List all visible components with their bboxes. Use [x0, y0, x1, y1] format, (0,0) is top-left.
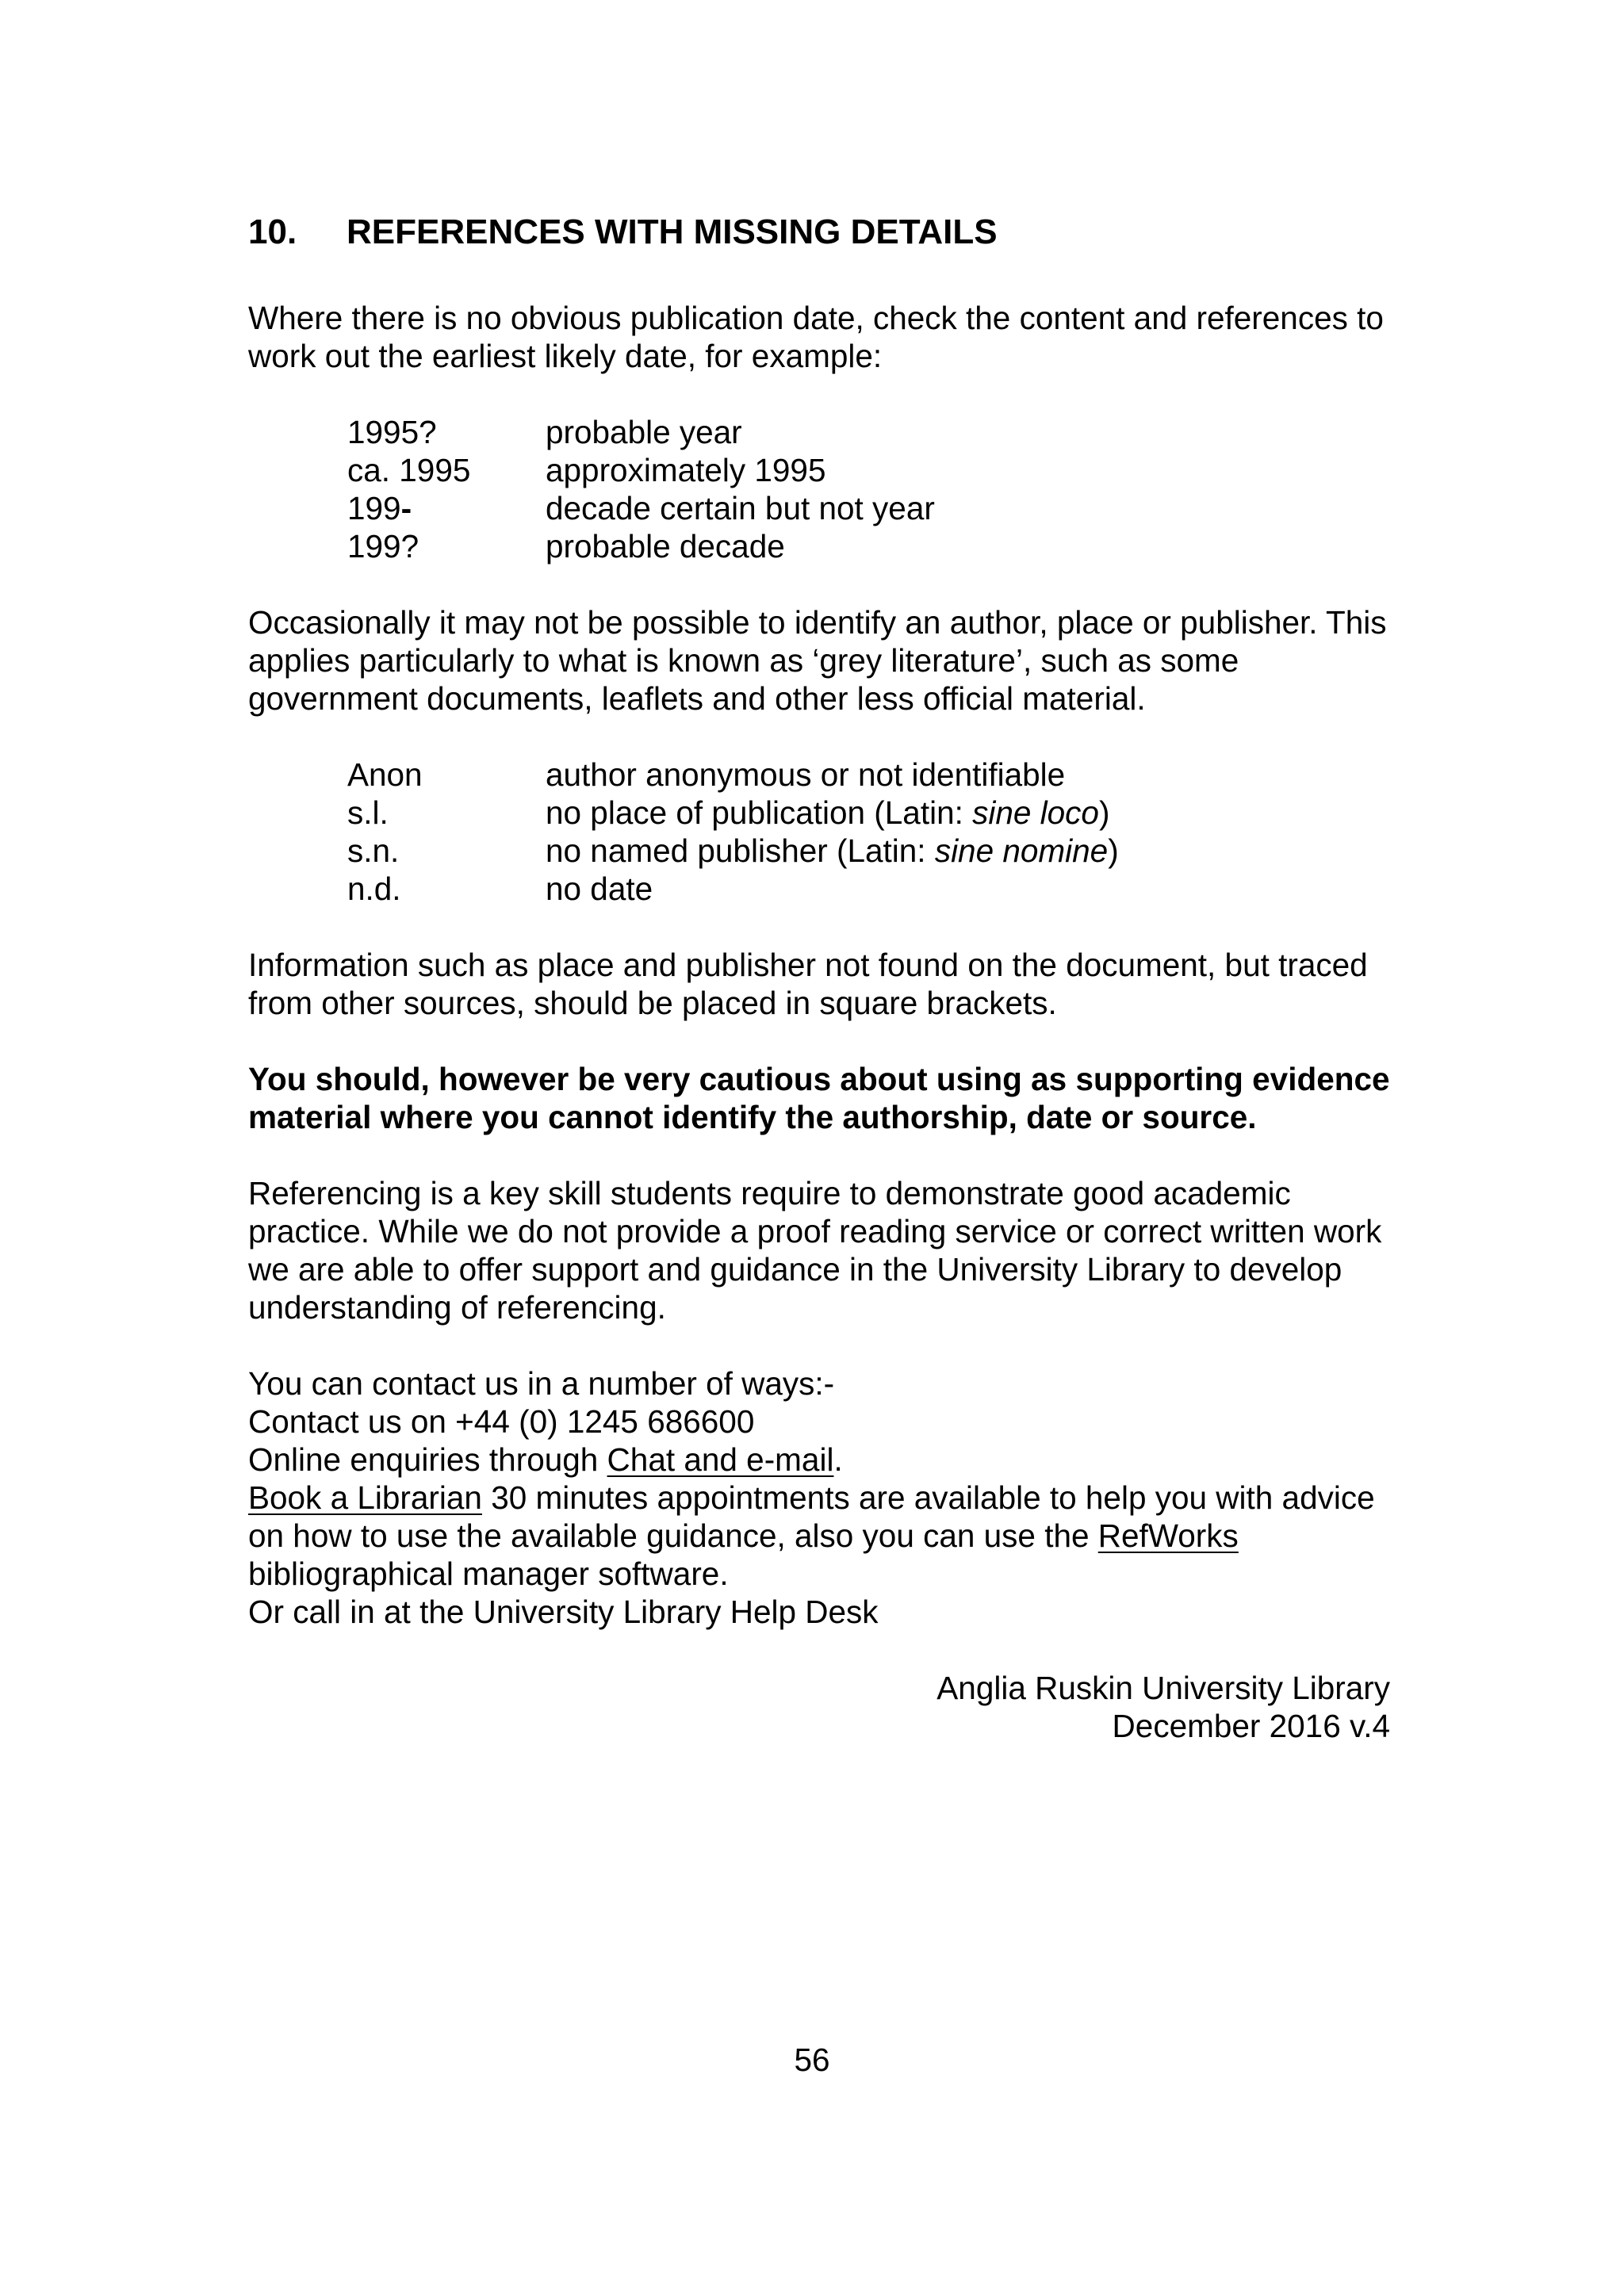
refworks-link[interactable]: RefWorks	[1097, 1517, 1239, 1554]
intro-paragraph: Where there is no obvious publication date, check the content and references to work out the earliest likely date, for example:	[248, 300, 1384, 374]
contact-block	[248, 1364, 1390, 1631]
abbreviation-latin: sine nomine	[934, 832, 1109, 869]
contact-phone: Contact us on +44 (0) 1245 686600	[248, 1403, 755, 1440]
abbreviations-table	[347, 756, 1119, 908]
abbreviation-meaning: author anonymous or not identifiable	[546, 756, 1066, 793]
chat-and-email-link[interactable]: Chat and e-mail	[607, 1441, 834, 1478]
date-term: 199	[347, 490, 401, 526]
date-meaning: approximately 1995	[546, 452, 826, 488]
contact-online-prefix: Online enquiries through	[248, 1441, 607, 1478]
date-row	[347, 413, 935, 451]
abbreviation-close: )	[1108, 832, 1119, 869]
signoff-organisation: Anglia Ruskin University Library	[936, 1670, 1390, 1706]
date-meaning: probable year	[546, 414, 742, 450]
date-meaning: probable decade	[546, 528, 785, 564]
date-conventions-table	[347, 413, 935, 565]
abbreviation-row	[347, 756, 1119, 794]
abbreviation-meaning: no place of publication (Latin:	[546, 794, 973, 831]
refworks-text: bibliographical manager software.	[248, 1556, 729, 1592]
document-page	[248, 210, 1390, 1745]
date-meaning: decade certain but not year	[546, 490, 935, 526]
date-row	[347, 489, 935, 527]
grey-literature-paragraph: Occasionally it may not be possible to identify an author, place or publisher. This applies particularly to what is known as ‘grey literature’, such as some government documents, leaflets and other less official material.	[248, 604, 1387, 717]
abbreviation-term: Anon	[347, 756, 423, 793]
abbreviation-meaning: no named publisher (Latin:	[546, 832, 935, 869]
date-term-suffix: -	[400, 490, 412, 526]
abbreviation-row	[347, 832, 1119, 870]
contact-intro: You can contact us in a number of ways:-	[248, 1365, 835, 1402]
date-term: 1995?	[347, 414, 437, 450]
caution-paragraph: You should, however be very cautious about using as supporting evidence material where you cannot identify the authorship, date or source.	[248, 1061, 1390, 1135]
date-row	[347, 451, 935, 489]
abbreviation-meaning: no date	[546, 871, 653, 907]
contact-online	[248, 1441, 1390, 1479]
contact-book-librarian	[248, 1479, 1390, 1593]
signoff-block	[248, 1669, 1390, 1745]
abbreviation-term: s.l.	[347, 794, 389, 831]
abbreviation-close: )	[1098, 794, 1110, 831]
signoff-date: December 2016 v.4	[1112, 1708, 1390, 1744]
book-a-librarian-link[interactable]: Book a Librarian	[248, 1479, 482, 1516]
date-term: 199?	[347, 528, 419, 564]
book-librarian-text: 30 minutes appointments are available to help you with advice on how to use the available guidance, also you can use the	[248, 1479, 1375, 1554]
date-row	[347, 527, 935, 565]
contact-online-suffix: .	[833, 1441, 843, 1478]
square-brackets-paragraph: Information such as place and publisher not found on the document, but traced from other sources, should be placed in square brackets.	[248, 947, 1368, 1021]
section-number: 10.	[248, 212, 297, 251]
section-title: REFERENCES WITH MISSING DETAILS	[347, 212, 998, 251]
page-number: 56	[794, 2042, 830, 2078]
abbreviation-term: s.n.	[347, 832, 400, 869]
section-heading	[248, 210, 1390, 254]
abbreviation-term: n.d.	[347, 871, 401, 907]
support-paragraph: Referencing is a key skill students require to demonstrate good academic practice. While we do not provide a proof reading service or correct written work we are able to offer support and guidance in the University Library to develop understanding of referencing.	[248, 1175, 1382, 1326]
abbreviation-latin: sine loco	[972, 794, 1099, 831]
abbreviation-row	[347, 794, 1119, 832]
contact-helpdesk: Or call in at the University Library Help Desk	[248, 1594, 879, 1630]
abbreviation-row	[347, 870, 1119, 908]
date-term: ca. 1995	[347, 452, 471, 488]
